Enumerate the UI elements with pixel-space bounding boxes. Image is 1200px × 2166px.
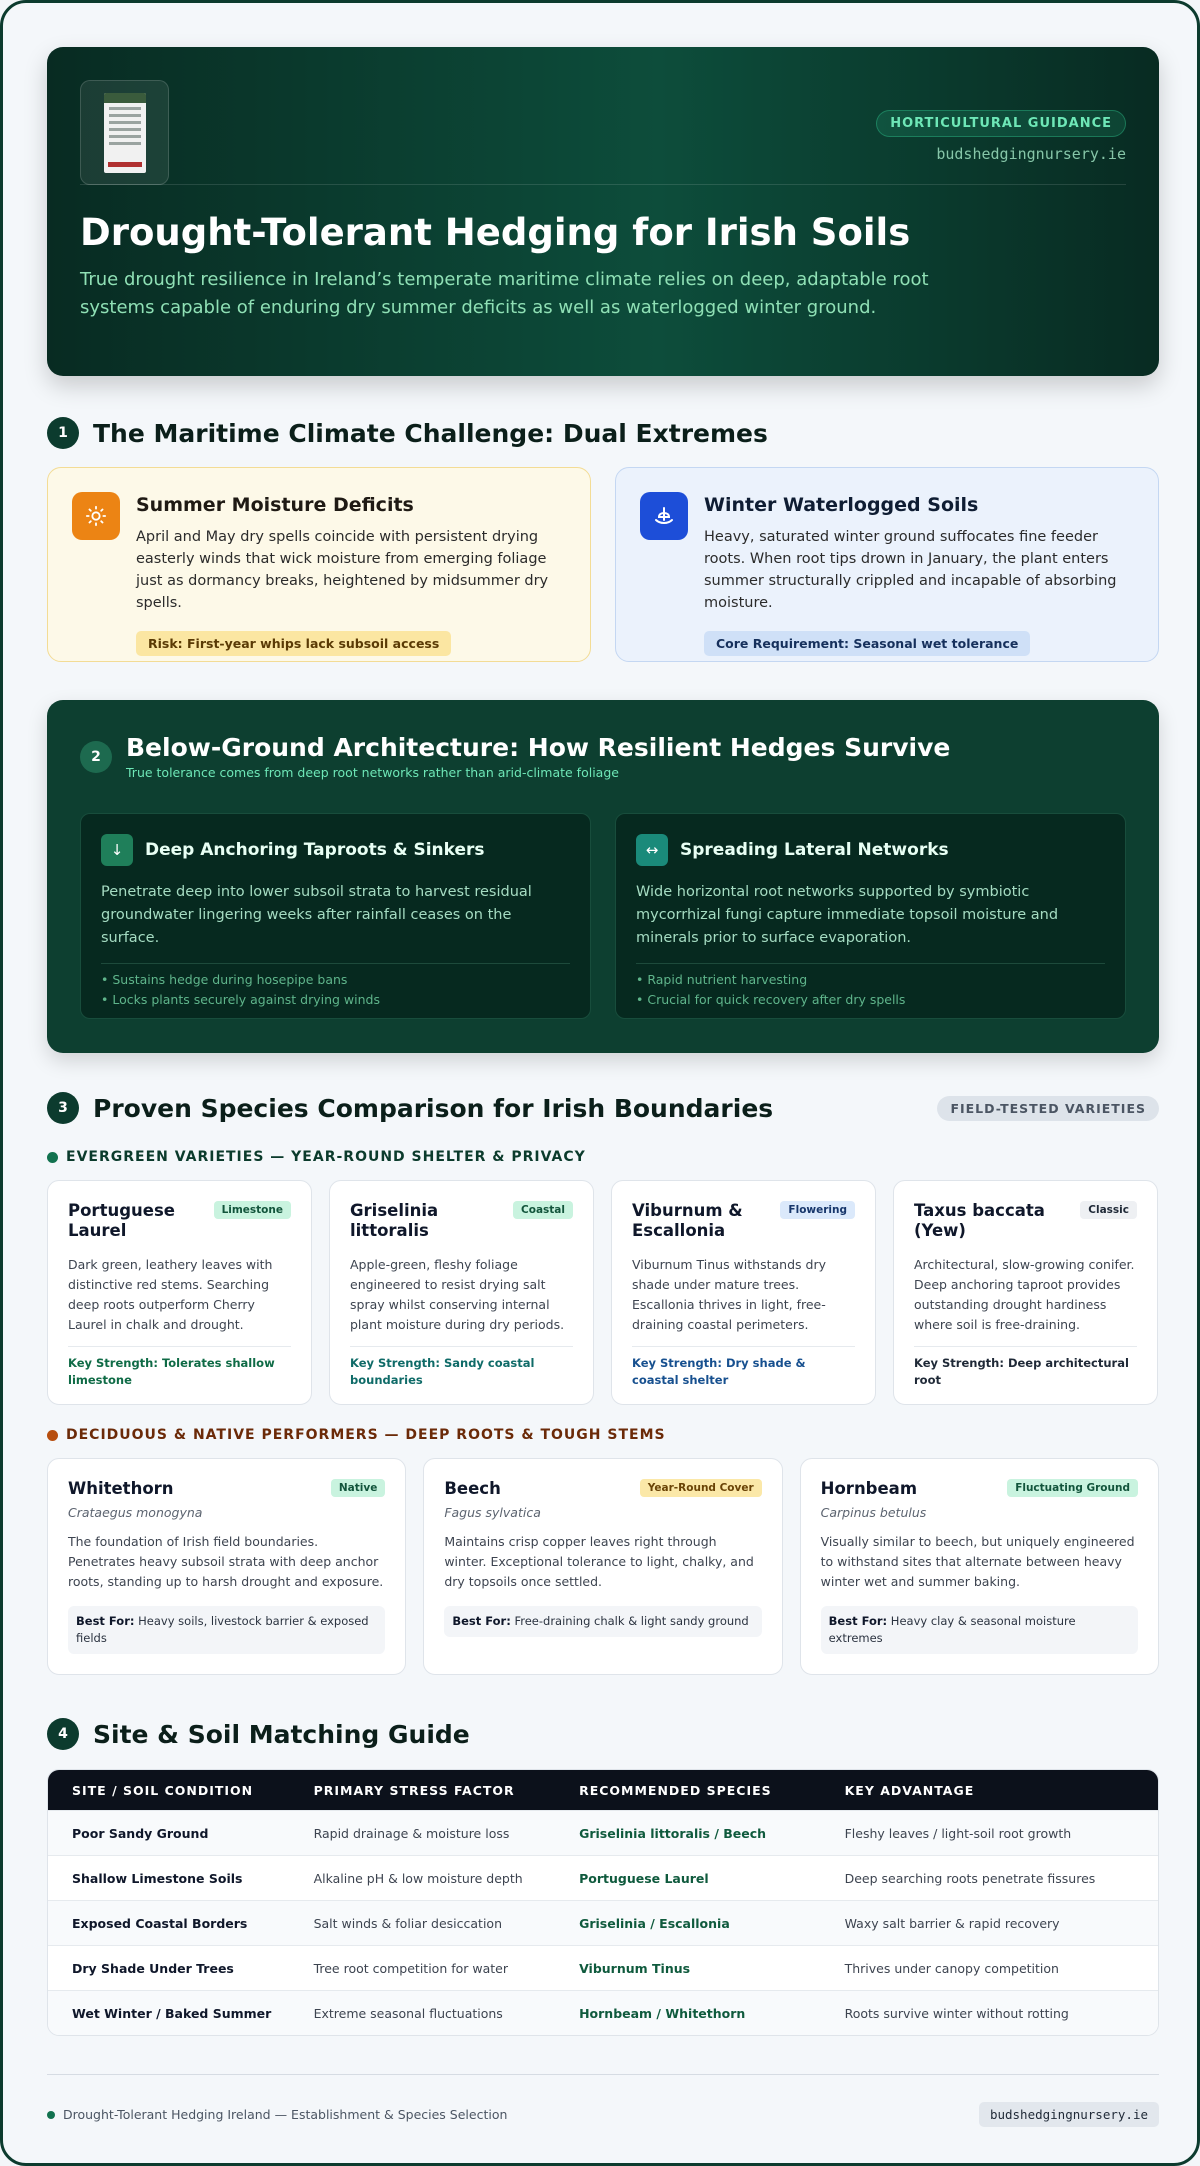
section-number: 1: [47, 417, 79, 449]
section-title: Below-Ground Architecture: How Resilient Hedges Survive: [126, 733, 951, 762]
species-description: Maintains crisp copper leaves right through winter. Exceptional tolerance to light, chalky, and dry topsoils once settled.: [444, 1534, 754, 1589]
table-cell: Poor Sandy Ground: [72, 1825, 209, 1841]
table-cell: Wet Winter / Baked Summer: [72, 2005, 272, 2021]
species-card-yew: [893, 1180, 1158, 1405]
summer-deficit-card: [47, 467, 591, 662]
species-card-portuguese-laurel: [47, 1180, 312, 1405]
root-architecture-section: [47, 700, 1159, 1053]
table-cell: Viburnum Tinus: [579, 1960, 691, 1976]
species-section: [47, 1092, 1159, 1675]
arrow-down-icon: ↓: [101, 834, 133, 866]
best-for-text: Heavy soils, livestock barrier & exposed fields: [76, 1614, 369, 1645]
species-badge: Year-Round Cover: [640, 1479, 762, 1497]
table-cell: Shallow Limestone Soils: [72, 1870, 243, 1886]
field-tested-badge: FIELD-TESTED VARIETIES: [937, 1096, 1159, 1121]
species-description: The foundation of Irish field boundaries. Penetrates heavy subsoil strata with deep anchor roots, standing up to harsh drought and exposure.: [68, 1534, 384, 1589]
species-card-griselinia: [329, 1180, 594, 1405]
species-name: Beech: [444, 1479, 501, 1498]
latin-name: Crataegus monogyna: [68, 1505, 203, 1520]
best-for-text: Free-draining chalk & light sandy ground: [510, 1614, 749, 1628]
species-name: Taxus baccata (Yew): [914, 1201, 1045, 1240]
sun-icon: [72, 492, 120, 540]
card-title: Deep Anchoring Taproots & Sinkers: [145, 840, 485, 860]
latin-name: Carpinus betulus: [820, 1505, 927, 1520]
best-for-box: [68, 1606, 385, 1654]
table-cell: Alkaline pH & low moisture depth: [313, 1870, 523, 1886]
group-label-text: DECIDUOUS & NATIVE PERFORMERS — DEEP ROOTS & TOUGH STEMS: [66, 1427, 666, 1443]
section-number: 3: [47, 1092, 79, 1124]
species-badge: Coastal: [513, 1201, 573, 1219]
table-cell: Griselinia / Escallonia: [579, 1915, 730, 1931]
column-header: RECOMMENDED SPECIES: [579, 1782, 772, 1798]
species-badge: Fluctuating Ground: [1007, 1479, 1138, 1497]
section-title: Site & Soil Matching Guide: [93, 1719, 470, 1749]
table-row: [48, 1855, 1158, 1900]
column-header: PRIMARY STRESS FACTOR: [313, 1782, 515, 1798]
best-for-text: Heavy clay & seasonal moisture extremes: [828, 1614, 1076, 1645]
table-cell: Rapid drainage & moisture loss: [313, 1825, 510, 1841]
table-cell: Tree root competition for water: [313, 1960, 509, 1976]
table-cell: Extreme seasonal fluctuations: [313, 2005, 503, 2021]
species-card-whitethorn: [47, 1458, 406, 1675]
best-for-box: [444, 1606, 761, 1637]
deciduous-group-label: [47, 1427, 1159, 1443]
requirement-tag: Core Requirement: Seasonal wet tolerance: [704, 631, 1030, 656]
page-content: [47, 47, 1159, 2122]
column-header: SITE / SOIL CONDITION: [72, 1782, 254, 1798]
species-name: Whitethorn: [68, 1479, 174, 1498]
list-item: • Locks plants securely against drying winds: [101, 992, 380, 1007]
table-row: [48, 1945, 1158, 1990]
species-name: Griselinia littoralis: [350, 1201, 439, 1240]
benefit-list: [636, 963, 1105, 1010]
green-dot-icon: [47, 2111, 55, 2119]
hero-banner: [47, 47, 1159, 376]
table-cell: Portuguese Laurel: [579, 1870, 709, 1886]
species-description: Architectural, slow-growing conifer. Deep anchoring taproot provides outstanding drought hardiness where soil is free-draining.: [914, 1257, 1135, 1332]
species-name: Viburnum & Escallonia: [632, 1201, 743, 1240]
card-title: Winter Waterlogged Soils: [704, 494, 979, 516]
species-badge: Classic: [1080, 1201, 1137, 1219]
table-row: [48, 1900, 1158, 1945]
table-header: [48, 1770, 1158, 1810]
site-url[interactable]: budshedgingnursery.ie: [936, 145, 1126, 163]
table-cell: Deep searching roots penetrate fissures: [844, 1870, 1096, 1886]
key-strength: Key Strength: Dry shade & coastal shelter: [632, 1346, 855, 1389]
key-strength: Key Strength: Sandy coastal boundaries: [350, 1346, 573, 1389]
species-name: Hornbeam: [820, 1479, 918, 1498]
list-item: • Crucial for quick recovery after dry spells: [636, 992, 906, 1007]
card-text: Penetrate deep into lower subsoil strata to harvest residual groundwater lingering weeks after rainfall ceases on the surface.: [101, 884, 532, 946]
table-cell: Hornbeam / Whitethorn: [579, 2005, 746, 2021]
climate-section: [47, 417, 1159, 662]
table-cell: Fleshy leaves / light-soil root growth: [844, 1825, 1072, 1841]
water-plant-icon: [640, 492, 688, 540]
table-cell: Exposed Coastal Borders: [72, 1915, 248, 1931]
table-row: [48, 1990, 1158, 2035]
best-for-label: Best For:: [76, 1614, 135, 1628]
group-label-text: EVERGREEN VARIETIES — YEAR-ROUND SHELTER & PRIVACY: [66, 1149, 586, 1165]
species-description: Apple-green, fleshy foliage engineered to resist drying salt spray whilst conserving internal plant moisture during dry periods.: [350, 1257, 565, 1332]
taproot-card: [80, 813, 591, 1019]
guidance-badge: HORTICULTURAL GUIDANCE: [876, 110, 1126, 137]
section-title: Proven Species Comparison for Irish Boundaries: [93, 1093, 774, 1123]
species-badge: Flowering: [780, 1201, 855, 1219]
table-cell: Dry Shade Under Trees: [72, 1960, 234, 1976]
orange-dot-icon: [47, 1430, 58, 1441]
section-subtitle: True tolerance comes from deep root networks rather than arid-climate foliage: [126, 765, 619, 780]
latin-name: Fagus sylvatica: [444, 1505, 541, 1520]
page-title: Drought-Tolerant Hedging for Irish Soils: [80, 211, 911, 254]
card-title: Summer Moisture Deficits: [136, 494, 414, 516]
section-number: 2: [80, 741, 112, 773]
key-strength: Key Strength: Deep architectural root: [914, 1346, 1137, 1389]
best-for-label: Best For:: [828, 1614, 888, 1628]
best-for-label: Best For:: [452, 1614, 511, 1628]
card-text: April and May dry spells coincide with persistent drying easterly winds that wick moisture from emerging foliage just as dormancy breaks, heightened by midsummer dry spells.: [136, 529, 549, 611]
species-badge: Limestone: [214, 1201, 291, 1219]
species-card-viburnum-escallonia: [611, 1180, 876, 1405]
species-card-beech: [423, 1458, 782, 1675]
card-text: Heavy, saturated winter ground suffocates fine feeder roots. When root tips drown in January, the plant enters summer structurally crippled and incapable of absorbing moisture.: [704, 529, 1117, 611]
table-cell: Roots survive winter without rotting: [844, 2005, 1069, 2021]
section-number: 4: [47, 1718, 79, 1750]
species-description: Viburnum Tinus withstands dry shade under mature trees. Escallonia thrives in light, free-draining coastal perimeters.: [632, 1257, 826, 1332]
risk-tag: Risk: First-year whips lack subsoil access: [136, 631, 451, 656]
nursery-logo: [80, 80, 169, 185]
best-for-box: [821, 1606, 1138, 1654]
brochure-image: [104, 93, 146, 173]
table-cell: Griselinia littoralis / Beech: [579, 1825, 767, 1841]
table-cell: Waxy salt barrier & rapid recovery: [844, 1915, 1060, 1931]
benefit-list: [101, 963, 570, 1010]
green-dot-icon: [47, 1152, 58, 1163]
soil-matching-table: [47, 1769, 1159, 2036]
footer-text: Drought-Tolerant Hedging Ireland — Establishment & Species Selection: [63, 2107, 508, 2122]
section-title: The Maritime Climate Challenge: Dual Extremes: [93, 418, 768, 448]
lateral-network-card: [615, 813, 1126, 1019]
table-cell: Thrives under canopy competition: [844, 1960, 1059, 1976]
soil-matching-section: [47, 1718, 1159, 2036]
footer-url[interactable]: budshedgingnursery.ie: [979, 2102, 1159, 2127]
column-header: KEY ADVANTAGE: [844, 1782, 975, 1798]
species-name: Portuguese Laurel: [68, 1201, 175, 1240]
card-text: Wide horizontal root networks supported by symbiotic mycorrhizal fungi capture immediate topsoil moisture and minerals prior to surface evaporation.: [636, 884, 1059, 946]
species-badge: Native: [331, 1479, 385, 1497]
species-description: Visually similar to beech, but uniquely engineered to withstand sites that alternate between heavy winter wet and summer baking.: [820, 1534, 1135, 1589]
table-cell: Salt winds & foliar desiccation: [313, 1915, 502, 1931]
page-subtitle: True drought resilience in Ireland’s temperate maritime climate relies on deep, adaptable root systems capable of enduring dry summer deficits as well as waterlogged winter ground.: [80, 269, 929, 318]
species-description: Dark green, leathery leaves with distinctive red stems. Searching deep roots outperform Cherry Laurel in chalk and drought.: [68, 1257, 273, 1332]
arrow-horizontal-icon: ↔: [636, 834, 668, 866]
list-item: • Rapid nutrient harvesting: [636, 972, 808, 987]
list-item: • Sustains hedge during hosepipe bans: [101, 972, 348, 987]
key-strength: Key Strength: Tolerates shallow limestone: [68, 1346, 291, 1389]
evergreen-group-label: [47, 1149, 1159, 1165]
table-row: [48, 1810, 1158, 1855]
species-card-hornbeam: [800, 1458, 1159, 1675]
card-title: Spreading Lateral Networks: [680, 840, 949, 860]
page-footer: [47, 2074, 1159, 2127]
winter-waterlogged-card: [615, 467, 1159, 662]
